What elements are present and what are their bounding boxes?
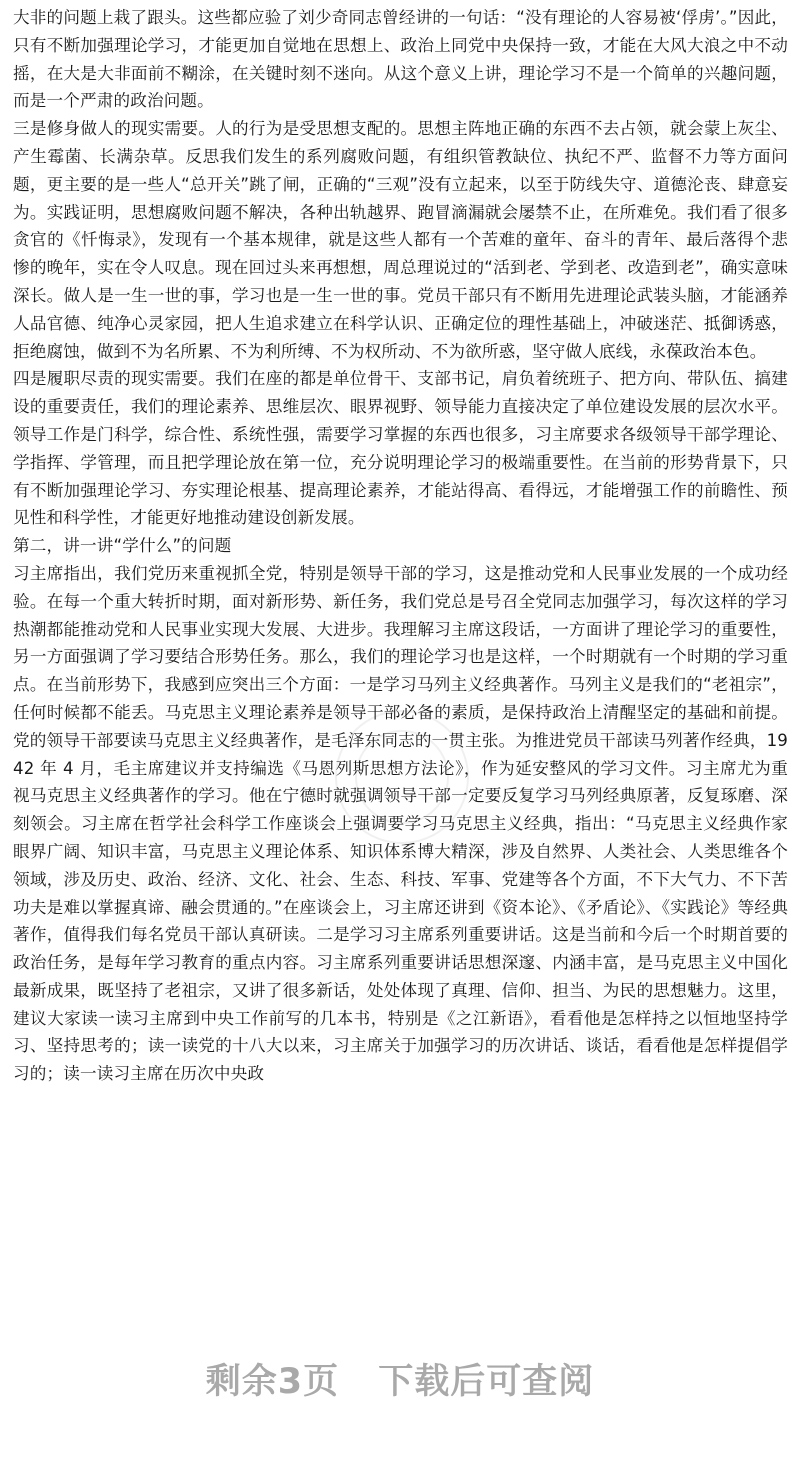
document-body [13, 4, 788, 1088]
paragraph-what-to-learn: 习主席指出，我们党历来重视抓全党，特别是领导干部的学习，这是推动党和人民事业发展的一个成功经验。在每一个重大转折时期，面对新形势、新任务，我们党总是号召全党同志加强学习，每次这样的学习热潮都能推动党和人民事业实现大发展、大进步。我理解习主席这段话，一方面讲了理论学习的重要性，另一方面强调了学习要结合形势任务。那么，我们的理论学习也是这样，一个时期就有一个时期的学习重点。在当前形势下，我感到应突出三个方面：一是学习马列主义经典著作。马列主义是我们的“老祖宗”，任何时候都不能丢。马克思主义理论素养是领导干部必备的素质，是保持政治上清醒坚定的基础和前提。党的领导干部要读马克思主义经典著作，是毛泽东同志的一贯主张。为推进党员干部读马列著作经典，1942 年 4 月，毛主席建议并支持编选《马恩列斯思想方法论》，作为延安整风的学习文件。习主席尤为重视马克思主义经典著作的学习。他在宁德时就强调领导干部一定要反复学习马列经典原著，反复琢磨、深刻领会。习主席在哲学社会科学工作座谈会上强调要学习马克思主义经典，指出：“马克思主义经典作家眼界广阔、知识丰富，马克思主义理论体系、知识体系博大精深，涉及自然界、人类社会、人类思维各个领域，涉及历史、政治、经济、文化、社会、生态、科技、军事、党建等各个方面，不下大气力、不下苦功夫是难以掌握真谛、融会贯通的。”在座谈会上，习主席还讲到《资本论》、《矛盾论》、《实践论》等经典著作，值得我们每名党员干部认真研读。二是学习习主席系列重要讲话。这是当前和今后一个时期首要的政治任务，是每年学习教育的重点内容。习主席系列重要讲话思想深邃、内涵丰富，是马克思主义中国化最新成果，既坚持了老祖宗，又讲了很多新话，处处体现了真理、信仰、担当、为民的思想魅力。这里，建议大家读一读习主席到中央工作前写的几本书，特别是《之江新语》，看看他是怎样持之以恒地坚持学习、坚持思考的；读一读党的十八大以来，习主席关于加强学习的历次讲话、谈话，看看他是怎样提倡学习的；读一读习主席在历次中央政 [13, 563, 788, 1084]
section-heading: 第二，讲一讲“学什么”的问题 [13, 536, 232, 556]
paragraph-point-four: 四是履职尽责的现实需要。我们在座的都是单位骨干、支部书记，肩负着统班子、把方向、带队伍、搞建设的重要责任，我们的理论素养、思维层次、眼界视野、领导能力直接决定了单位建设发展的层次水平。领导工作是门科学，综合性、系统性强，需要学习掌握的东西也很多，习主席要求各级领导干部学理论、学指挥、学管理，而且把学理论放在第一位，充分说明理论学习的极端重要性。在当前的形势背景下，只有不断加强理论学习、夯实理论根基、提高理论素养，才能站得高、看得远，才能增强工作的前瞻性、预见性和科学性，才能更好地推动建设创新发展。 [13, 369, 788, 528]
paragraph-point-three: 三是修身做人的现实需要。人的行为是受思想支配的。思想主阵地正确的东西不去占领，就会蒙上灰尘、产生霉菌、长满杂草。反思我们发生的系列腐败问题，有组织管教缺位、执纪不严、监督不力等方面问题，更主要的是一些人“总开关”跳了闸，正确的“三观”没有立起来，以至于防线失守、道德沦丧、肆意妄为。实践证明，思想腐败问题不解决，各种出轨越界、跑冒滴漏就会屡禁不止，在所难免。我们看了很多贪官的《忏悔录》，发现有一个基本规律，就是这些人都有一个苦难的童年、奋斗的青年、最后落得个悲惨的晚年，实在令人叹息。现在回过头来再想想，周总理说过的“活到老、学到老、改造到老”，确实意味深长。做人是一生一世的事，学习也是一生一世的事。党员干部只有不断用先进理论武装头脑，才能涵养人品官德、纯净心灵家园，把人生追求建立在科学认识、正确定位的理性基础上，冲破迷茫、抵御诱惑，拒绝腐蚀，做到不为名所累、不为利所缚、不为权所动、不为欲所惑，坚守做人底线，永葆政治本色。 [13, 119, 788, 361]
paragraph-intro: 大非的问题上栽了跟头。这些都应验了刘少奇同志曾经讲的一句话：“没有理论的人容易被‘俘虏’。”因此，只有不断加强理论学习，才能更加自觉地在思想上、政治上同党中央保持一致，才能在大风大浪之中不动摇，在大是大非面前不糊涂，在关键时刻不迷向。从这个意义上讲，理论学习不是一个简单的兴趣问题，而是一个严肃的政治问题。 [13, 8, 788, 111]
download-prompt-banner[interactable]: 剩余3页 下载后可查阅 [205, 1362, 595, 1402]
